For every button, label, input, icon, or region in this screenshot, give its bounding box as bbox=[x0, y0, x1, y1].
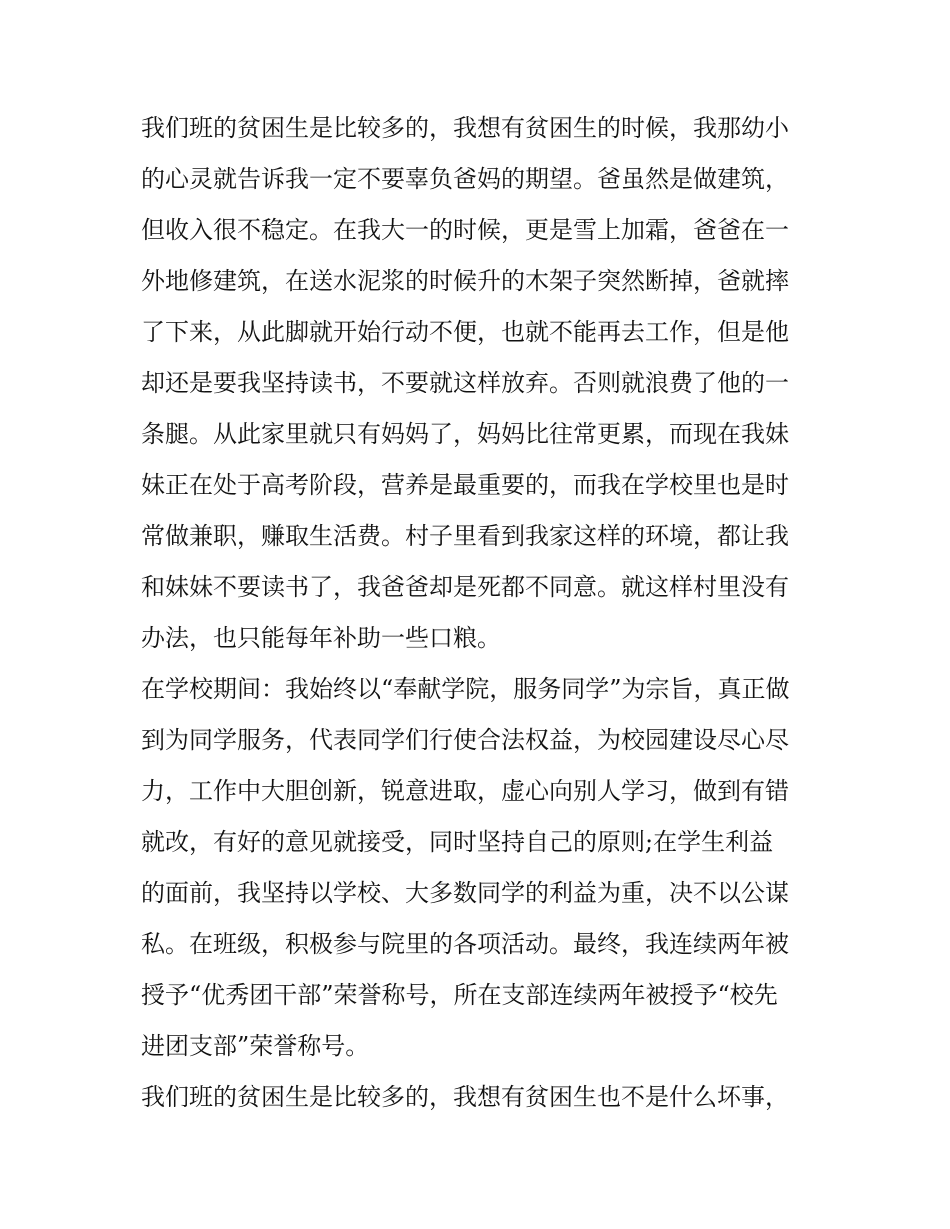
text-line: 外地修建筑，在送水泥浆的时候升的木架子突然断掉，爸就摔 bbox=[141, 267, 789, 295]
text-line: 但收入很不稳定。在我大一的时候，更是雪上加霜，爸爸在一 bbox=[141, 216, 789, 244]
text-line: 了下来，从此脚就开始行动不便，也就不能再去工作，但是他 bbox=[141, 318, 789, 346]
text-line: 妹正在处于高考阶段，营养是最重要的，而我在学校里也是时 bbox=[141, 471, 789, 499]
text-line: 我们班的贫困生是比较多的，我想有贫困生的时候，我那幼小 bbox=[141, 114, 789, 142]
text-line: 却还是要我坚持读书，不要就这样放弃。否则就浪费了他的一 bbox=[141, 369, 789, 397]
text-line: 授予“优秀团干部”荣誉称号，所在支部连续两年被授予“校先 bbox=[141, 981, 778, 1009]
text-line: 进团支部”荣誉称号。 bbox=[141, 1032, 370, 1060]
text-line: 在学校期间：我始终以“奉献学院，服务同学”为宗旨，真正做 bbox=[141, 675, 790, 703]
text-line: 我们班的贫困生是比较多的，我想有贫困生也不是什么坏事， bbox=[141, 1083, 789, 1111]
text-line: 就改，有好的意见就接受，同时坚持自己的原则;在学生利益 bbox=[141, 828, 774, 856]
text-line: 和妹妹不要读书了，我爸爸却是死都不同意。就这样村里没有 bbox=[141, 573, 789, 601]
text-line: 的面前，我坚持以学校、大多数同学的利益为重，决不以公谋 bbox=[141, 879, 789, 907]
text-line: 常做兼职，赚取生活费。村子里看到我家这样的环境，都让我 bbox=[141, 522, 789, 550]
text-line: 的心灵就告诉我一定不要辜负爸妈的期望。爸虽然是做建筑， bbox=[141, 165, 789, 193]
text-line: 条腿。从此家里就只有妈妈了，妈妈比往常更累，而现在我妹 bbox=[141, 420, 789, 448]
text-line: 到为同学服务，代表同学们行使合法权益，为校园建设尽心尽 bbox=[141, 726, 789, 754]
text-line: 办法，也只能每年补助一些口粮。 bbox=[141, 624, 501, 652]
text-line: 私。在班级，积极参与院里的各项活动。最终，我连续两年被 bbox=[141, 930, 789, 958]
text-line: 力，工作中大胆创新，锐意进取，虚心向别人学习，做到有错 bbox=[141, 777, 789, 805]
